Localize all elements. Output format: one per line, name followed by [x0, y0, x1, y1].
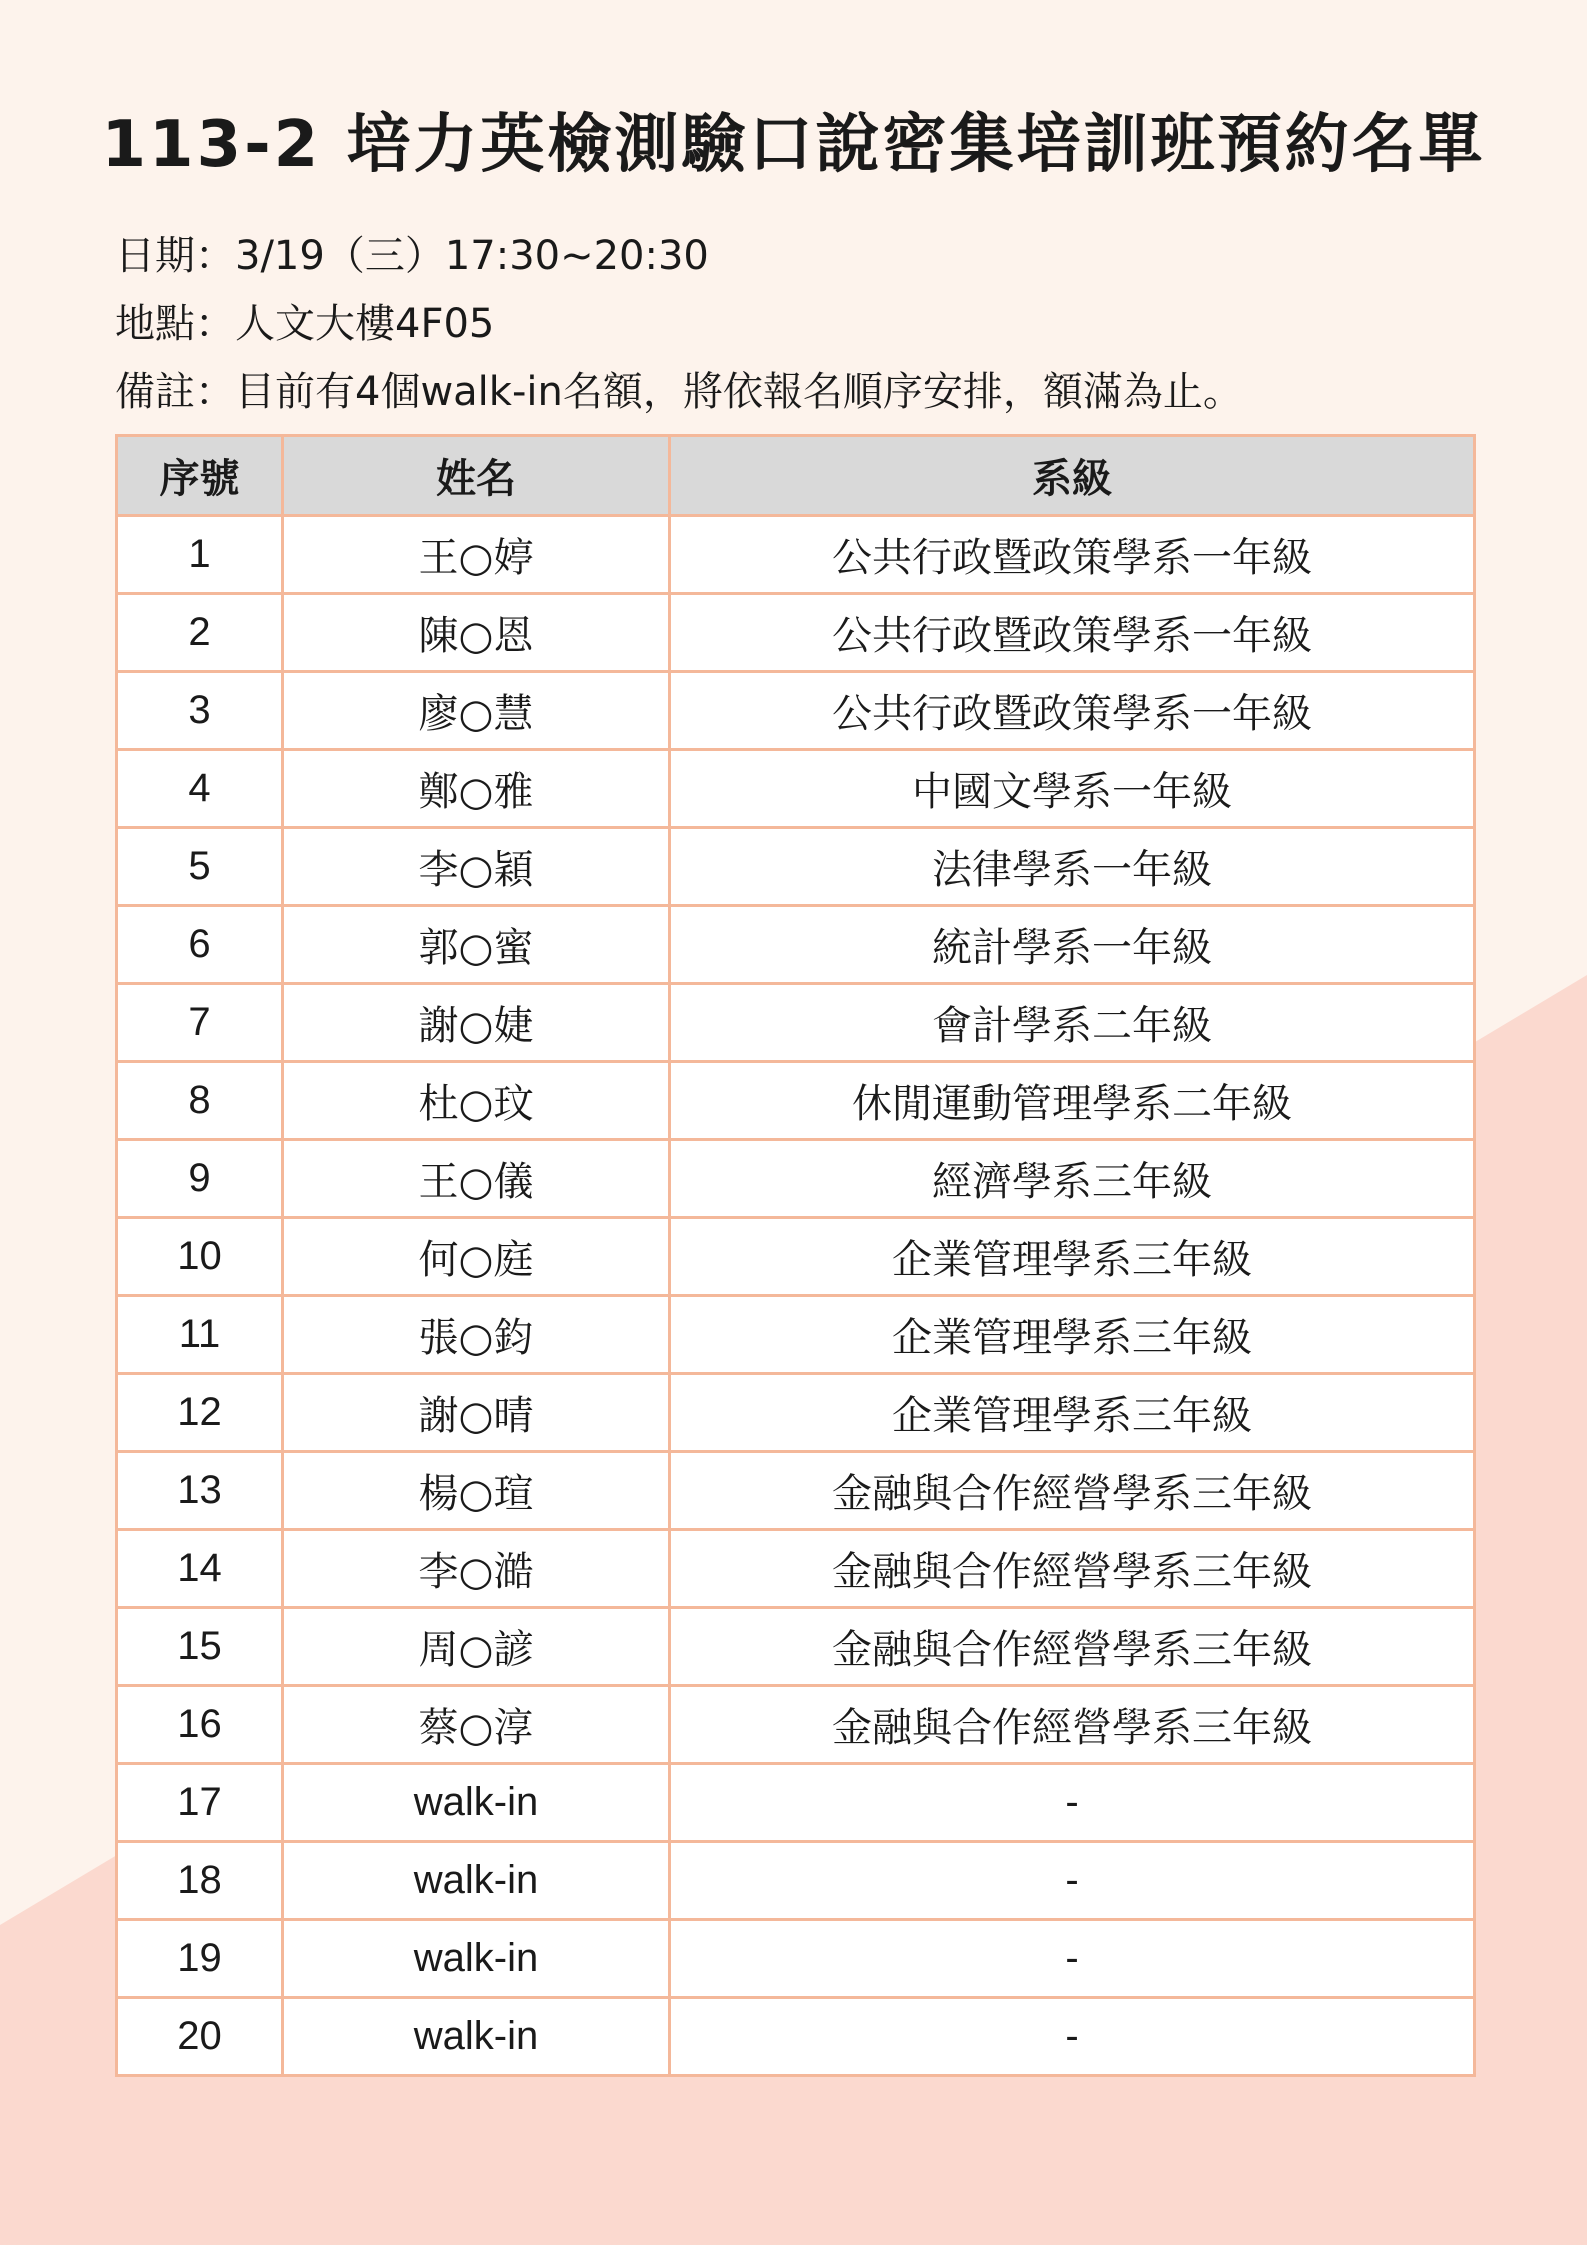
cell-number: 5 — [117, 828, 283, 906]
cell-number: 6 — [117, 906, 283, 984]
cell-name: 王○婷 — [283, 516, 670, 594]
cell-department: - — [670, 1920, 1475, 1998]
cell-name: 謝○晴 — [283, 1374, 670, 1452]
cell-name: 李○澔 — [283, 1530, 670, 1608]
table-row — [117, 906, 1475, 984]
cell-department: 企業管理學系三年級 — [670, 1296, 1475, 1374]
cell-number: 18 — [117, 1842, 283, 1920]
table-row — [117, 1920, 1475, 1998]
table-row — [117, 984, 1475, 1062]
cell-name: 鄭○雅 — [283, 750, 670, 828]
cell-number: 20 — [117, 1998, 283, 2076]
cell-department: - — [670, 1998, 1475, 2076]
roster-body — [117, 516, 1475, 2076]
cell-number: 16 — [117, 1686, 283, 1764]
info-date: 日期：3/19（三）17:30~20:30 — [115, 233, 709, 279]
table-row — [117, 594, 1475, 672]
cell-name: 廖○慧 — [283, 672, 670, 750]
table-row — [117, 516, 1475, 594]
cell-number: 11 — [117, 1296, 283, 1374]
cell-name: 杜○玟 — [283, 1062, 670, 1140]
cell-number: 10 — [117, 1218, 283, 1296]
cell-department: 金融與合作經營學系三年級 — [670, 1452, 1475, 1530]
table-row — [117, 1686, 1475, 1764]
cell-department: 公共行政暨政策學系一年級 — [670, 672, 1475, 750]
table-row — [117, 750, 1475, 828]
cell-department: 休閒運動管理學系二年級 — [670, 1062, 1475, 1140]
cell-department: 企業管理學系三年級 — [670, 1218, 1475, 1296]
cell-number: 14 — [117, 1530, 283, 1608]
cell-department: - — [670, 1842, 1475, 1920]
table-row — [117, 1296, 1475, 1374]
cell-name: 謝○婕 — [283, 984, 670, 1062]
cell-department: 企業管理學系三年級 — [670, 1374, 1475, 1452]
cell-number: 1 — [117, 516, 283, 594]
cell-department: - — [670, 1764, 1475, 1842]
header-name: 姓名 — [283, 436, 670, 516]
cell-number: 3 — [117, 672, 283, 750]
cell-number: 15 — [117, 1608, 283, 1686]
cell-department: 金融與合作經營學系三年級 — [670, 1530, 1475, 1608]
cell-name: 張○鈞 — [283, 1296, 670, 1374]
table-row — [117, 672, 1475, 750]
header-department: 系級 — [670, 436, 1475, 516]
cell-number: 9 — [117, 1140, 283, 1218]
cell-number: 2 — [117, 594, 283, 672]
cell-department: 金融與合作經營學系三年級 — [670, 1686, 1475, 1764]
info-note: 備註：目前有4個walk-in名額，將依報名順序安排，額滿為止。 — [115, 369, 1243, 415]
table-row — [117, 1062, 1475, 1140]
cell-name: 周○諺 — [283, 1608, 670, 1686]
cell-number: 17 — [117, 1764, 283, 1842]
roster-table — [115, 434, 1476, 2077]
cell-name: 楊○瑄 — [283, 1452, 670, 1530]
cell-department: 統計學系一年級 — [670, 906, 1475, 984]
cell-number: 13 — [117, 1452, 283, 1530]
table-row — [117, 1452, 1475, 1530]
cell-department: 金融與合作經營學系三年級 — [670, 1608, 1475, 1686]
table-row — [117, 1140, 1475, 1218]
cell-name: 王○儀 — [283, 1140, 670, 1218]
header-number: 序號 — [117, 436, 283, 516]
cell-number: 4 — [117, 750, 283, 828]
cell-name: walk-in — [283, 1920, 670, 1998]
cell-name: walk-in — [283, 1764, 670, 1842]
cell-department: 經濟學系三年級 — [670, 1140, 1475, 1218]
table-header-row — [117, 436, 1475, 516]
cell-number: 8 — [117, 1062, 283, 1140]
cell-number: 19 — [117, 1920, 283, 1998]
cell-name: 郭○蜜 — [283, 906, 670, 984]
cell-name: 李○穎 — [283, 828, 670, 906]
table-row — [117, 1842, 1475, 1920]
cell-name: 蔡○淳 — [283, 1686, 670, 1764]
table-row — [117, 1530, 1475, 1608]
table-row — [117, 1998, 1475, 2076]
cell-name: walk-in — [283, 1998, 670, 2076]
cell-name: 何○庭 — [283, 1218, 670, 1296]
page-title: 113-2 培力英檢測驗口說密集培訓班預約名單 — [101, 108, 1486, 182]
info-place: 地點：人文大樓4F05 — [115, 301, 495, 347]
table-row — [117, 1608, 1475, 1686]
table-row — [117, 1764, 1475, 1842]
table-row — [117, 1218, 1475, 1296]
table-row — [117, 828, 1475, 906]
cell-department: 公共行政暨政策學系一年級 — [670, 594, 1475, 672]
cell-department: 會計學系二年級 — [670, 984, 1475, 1062]
cell-number: 7 — [117, 984, 283, 1062]
table-row — [117, 1374, 1475, 1452]
cell-name: walk-in — [283, 1842, 670, 1920]
cell-department: 中國文學系一年級 — [670, 750, 1475, 828]
cell-department: 公共行政暨政策學系一年級 — [670, 516, 1475, 594]
cell-name: 陳○恩 — [283, 594, 670, 672]
cell-department: 法律學系一年級 — [670, 828, 1475, 906]
cell-number: 12 — [117, 1374, 283, 1452]
